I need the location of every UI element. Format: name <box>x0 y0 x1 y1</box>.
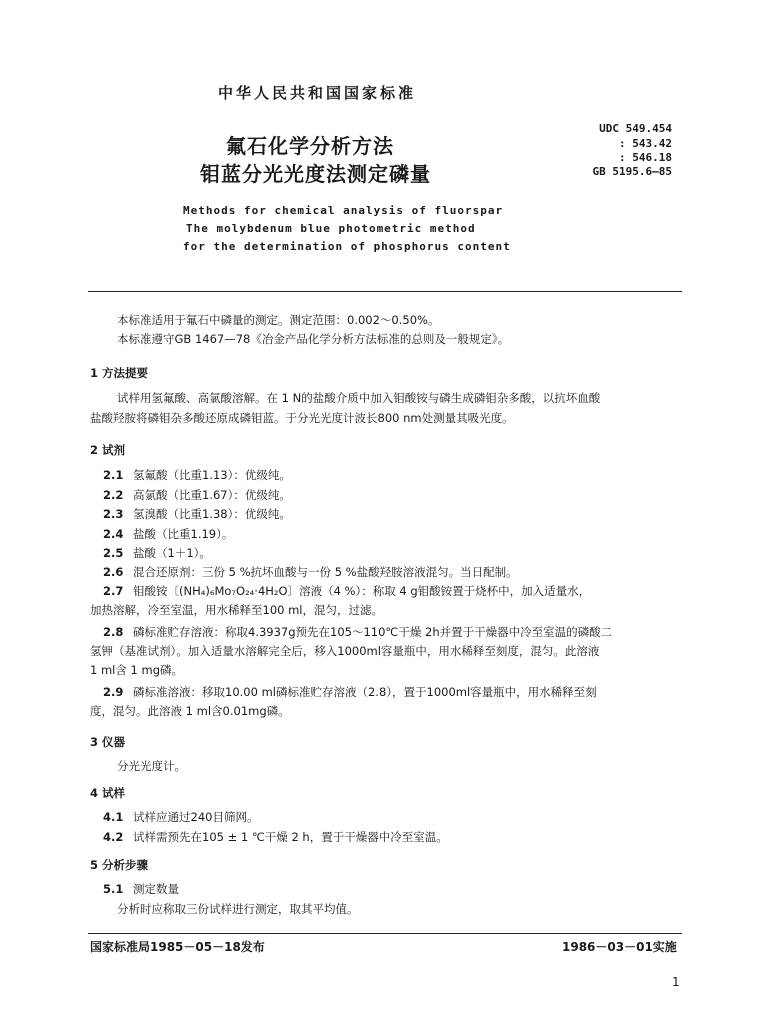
reagent-item-continued: 加热溶解，冷至室温，用水稀释至100 ml，混匀，过滤。 <box>90 603 384 617</box>
section-3-title: 3 仪器 <box>90 735 126 749</box>
intro-compliance: 本标准遵守GB 1467—78《冶金产品化学分析方法标准的总则及一般规定》。 <box>117 332 510 346</box>
reagent-item: 2.9 磷标准溶液：移取10.00 ml磷标准贮存溶液（2.8），置于1000ml容量瓶中，用水稀释至刻 <box>103 685 597 699</box>
reagent-item: 2.5 盐酸（1＋1）。 <box>103 546 211 560</box>
section-1-title: 1 方法提要 <box>90 366 149 380</box>
step-item: 5.1 测定数量 <box>103 882 179 896</box>
sample-item: 4.2 试样需预先在105 ± 1 ℃干燥 2 h，置于干燥器中冷至室温。 <box>103 830 448 844</box>
reagent-item-continued: 1 ml含 1 mg磷。 <box>90 663 183 677</box>
udc-code: : 546.18 <box>619 151 672 164</box>
section-2-title: 2 试剂 <box>90 443 126 457</box>
section-1-text: 试样用氢氟酸、高氯酸溶解。在 1 N的盐酸介质中加入钼酸铵与磷生成磷钼杂多酸，以抗坏血酸 <box>117 391 601 405</box>
top-divider <box>88 291 682 292</box>
reagent-item: 2.6 混合还原剂：三份 5 %抗坏血酸与一份 5 %盐酸羟胺溶液混匀。当日配制。 <box>103 565 518 579</box>
implementation-date: 1986－03－01实施 <box>562 940 677 954</box>
udc-code: UDC 549.454 <box>599 122 672 135</box>
reagent-item: 2.3 氢溴酸（比重1.38）：优级纯。 <box>103 507 291 521</box>
section-5-title: 5 分析步骤 <box>90 858 149 872</box>
bottom-divider <box>88 933 682 934</box>
section-4-title: 4 试样 <box>90 786 126 800</box>
reagent-item: 2.1 氢氟酸（比重1.13）：优级纯。 <box>103 468 291 482</box>
reagent-item-continued: 氢钾（基准试剂）。加入适量水溶解完全后，移入1000ml容量瓶中，用水稀释至刻度，混匀。此溶液 <box>90 644 600 658</box>
national-standard-heading: 中华人民共和国国家标准 <box>218 84 417 102</box>
gb-number: GB 5195.6—85 <box>592 165 672 178</box>
sample-item: 4.1 试样应通过240目筛网。 <box>103 810 259 824</box>
page-number: 1 <box>672 975 680 989</box>
reagent-item-continued: 度，混匀。此溶液 1 ml含0.01mg磷。 <box>90 704 290 718</box>
reagent-item: 2.8 磷标准贮存溶液：称取4.3937g预先在105～110℃干燥 2h并置于干燥器中冷至室温的磷酸二 <box>103 625 613 639</box>
english-title-line: The molybdenum blue photometric method <box>186 222 476 235</box>
intro-scope: 本标准适用于氟石中磷量的测定。测定范围：0.002～0.50%。 <box>117 313 440 327</box>
english-title-line: for the determination of phosphorus content <box>183 240 511 253</box>
title-line-1: 氟石化学分析方法 <box>226 134 394 158</box>
reagent-item: 2.4 盐酸（比重1.19）。 <box>103 527 234 541</box>
issue-date: 国家标准局1985－05－18发布 <box>90 940 265 954</box>
title-line-2: 钼蓝分光光度法测定磷量 <box>200 162 431 186</box>
reagent-item: 2.2 高氯酸（比重1.67）：优级纯。 <box>103 488 291 502</box>
reagent-item: 2.7 钼酸铵〔(NH₄)₆Mo₇O₂₄·4H₂O〕溶液（4 %）：称取 4 g钼酸铵置于烧杯中，加入适量水， <box>103 584 591 598</box>
section-5-text: 分析时应称取三份试样进行测定，取其平均值。 <box>117 902 359 916</box>
udc-code: : 543.42 <box>619 137 672 150</box>
section-1-text: 盐酸羟胺将磷钼杂多酸还原成磷钼蓝。于分光光度计波长800 nm处测量其吸光度。 <box>90 411 514 425</box>
english-title-line: Methods for chemical analysis of fluorspar <box>183 204 504 217</box>
section-3-text: 分光光度计。 <box>117 759 186 773</box>
